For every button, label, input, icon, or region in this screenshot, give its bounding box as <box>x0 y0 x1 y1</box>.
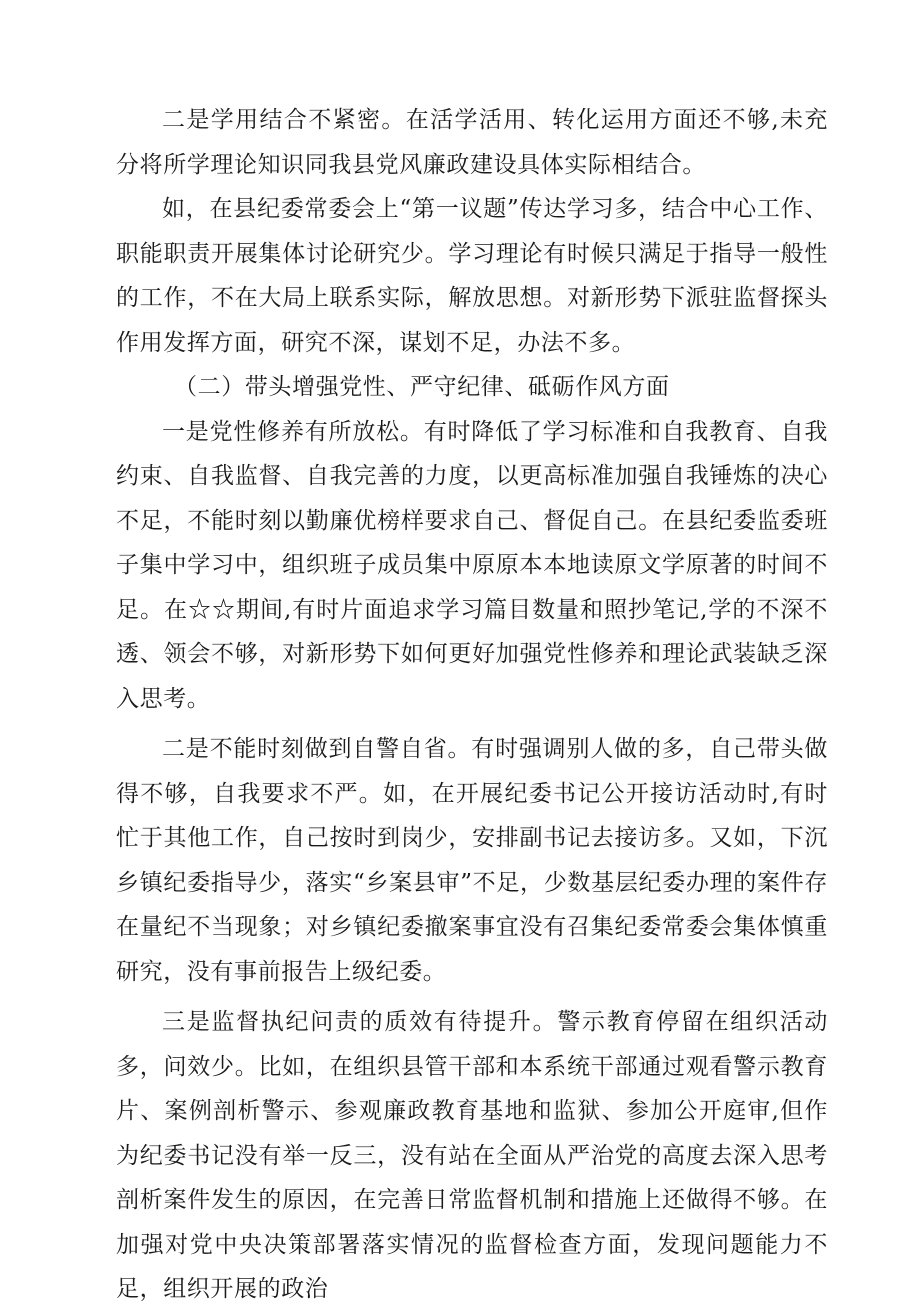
section-heading-party-spirit: （二）带头增强党性、严守纪律、砥砺作风方面 <box>174 374 670 400</box>
paragraph-party-cultivation: 一是党性修养有所放松。有时降低了学习标准和自我教育、自我约束、自我监督、自我完善的力度，以更高标准加强自我锤炼的决心不足，不能时刻以勤廉优榜样要求自己、督促自己。在县纪委监委班子集中学习中，组织班子成员集中原原本本地读原文学原著的时间不足。在☆☆期间,有时片面追求学习篇目数量和照抄笔记,学的不深不透、领会不够，对新形势下如何更好加强党性修养和理论武装缺乏深入思考。 <box>116 418 828 712</box>
paragraph-self-reflection: 二是不能时刻做到自警自省。有时强调别人做的多，自己带头做得不够，自我要求不严。如，在开展纪委书记公开接访活动时,有时忙于其他工作，自己按时到岗少，安排副书记去接访多。又如，下沉乡镇纪委指导少，落实“乡案县审”不足，少数基层纪委办理的案件存在量纪不当现象；对乡镇纪委撤案事宜没有召集纪委常委会集体慎重研究，没有事前报告上级纪委。 <box>116 736 828 985</box>
document-body <box>116 98 828 1312</box>
paragraph-study-application: 二是学用结合不紧密。在活学活用、转化运用方面还不够,未充分将所学理论知识同我县党风廉政建设具体实际相结合。 <box>116 107 828 178</box>
paragraph-supervision-quality: 三是监督执纪问责的质效有待提升。警示教育停留在组织活动多，问效少。比如，在组织县管干部和本系统干部通过观看警示教育片、案例剖析警示、参观廉政教育基地和监狱、参加公开庭审,但作为纪委书记没有举一反三，没有站在全面从严治党的高度去深入思考剖析案件发生的原因，在完善日常监督机制和措施上还做得不够。在加强对党中央决策部署落实情况的监督检查方面，发现问题能力不足，组织开展的政治 <box>116 1009 828 1302</box>
paragraph-example-committee: 如，在县纪委常委会上“第一议题”传达学习多，结合中心工作、职能职责开展集体讨论研究少。学习理论有时候只满足于指导一般性的工作，不在大局上联系实际，解放思想。对新形势下派驻监督探头作用发挥方面，研究不深，谋划不足，办法不多。 <box>116 196 828 356</box>
